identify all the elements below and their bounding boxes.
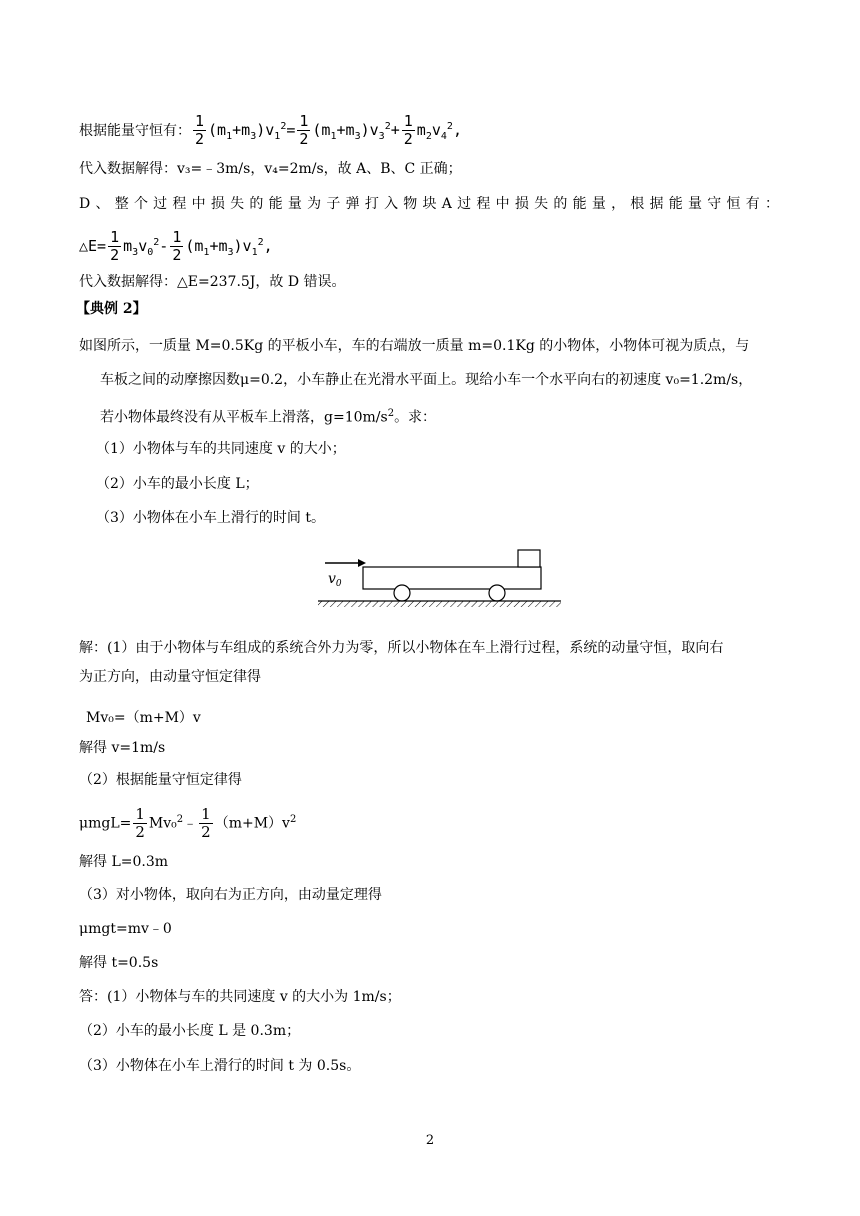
cart-body: [363, 567, 541, 589]
answer-1: 答：(1）小物体与车的共同速度 v 的大小为 1m/s；: [79, 989, 401, 1005]
velocity-label: $v_0$: [328, 571, 342, 589]
page-number: 2: [425, 1133, 435, 1148]
d-option-line: D、整个过程中损失的能量为子弹打入物块A过程中损失的能量，根据能量守恒有：: [79, 196, 779, 212]
fraction-half: $\frac{1}{2}$: [299, 112, 309, 148]
wheel-left: [394, 585, 410, 601]
fraction-half: $\frac{1}{2}$: [172, 228, 182, 264]
cart-figure: [316, 543, 566, 615]
solve-line-2: 代入数据解得：△E=237.5J，故 D 错误。: [79, 274, 346, 290]
fraction-half: $\frac{1}{2}$: [403, 112, 413, 148]
fraction-half: $\frac{1}{2}$: [195, 112, 205, 148]
result-L: 解得 L=0.3m: [79, 854, 169, 870]
question-1: （1）小物体与车的共同速度 v 的大小；: [96, 441, 346, 457]
energy-equation-line: [79, 114, 462, 147]
fraction-half: $\frac{1}{2}$: [110, 228, 120, 264]
solution-2a: （2）根据能量守恒定律得: [79, 772, 242, 788]
problem-line-2: 车板之间的动摩擦因数μ=0.2，小车静止在光滑水平面上。现给小车一个水平向右的初速度 v₀=1.2m/s，: [100, 372, 753, 388]
solution-3a: （3）对小物体，取向右为正方向，由动量定理得: [79, 887, 382, 903]
energy-law-equation: μmgL= $\frac{1}{2}$ Mv₀$^2$﹣ $\frac{1}{2}$ $(m+M)v^2$: [79, 805, 297, 841]
question-3: （3）小物体在小车上滑行的时间 t。: [96, 510, 325, 526]
energy-intro-text: 根据能量守恒有：: [79, 123, 191, 139]
example-title: 【典例 2】: [76, 301, 147, 317]
impulse-equation: μmgt=mv﹣0: [79, 921, 172, 937]
problem-line-3: 若小物体最终没有从平板车上滑落，$g=10m/s^2$。求：: [100, 408, 437, 426]
result-t: 解得 t=0.5s: [79, 955, 159, 971]
answer-2: （2）小车的最小长度 L 是 0.3m；: [79, 1023, 301, 1039]
solution-1a: 解：(1）由于小物体与车组成的系统合外力为零，所以小物体在车上滑行过程，系统的动量守恒，取向右: [79, 640, 724, 656]
fraction-half: $\frac{1}{2}$: [135, 805, 145, 841]
momentum-equation: Mv₀=（m+M）v: [86, 710, 201, 726]
ground-hatch: [318, 601, 561, 607]
question-2: （2）小车的最小长度 L；: [96, 476, 259, 492]
velocity-arrow-icon: [325, 559, 366, 567]
fraction-half: $\frac{1}{2}$: [201, 805, 211, 841]
energy-equation: $\frac{1}{2}$ $(m_1+m_3)v_1^2=$ $\frac{1}{2}$ $(m_1+m_3)v_3^2+$ $\frac{1}{2}$ $m_2v_4^2$,: [195, 112, 462, 148]
solve-line-1: 代入数据解得：v₃=﹣3m/s，v₄=2m/s，故 A、B、C 正确；: [79, 161, 462, 177]
solution-1b: 为正方向，由动量守恒定律得: [79, 669, 261, 685]
result-v: 解得 v=1m/s: [79, 740, 166, 756]
wheel-right: [489, 585, 505, 601]
small-block: [518, 550, 540, 567]
answer-3: （3）小物体在小车上滑行的时间 t 为 0.5s。: [79, 1058, 361, 1074]
problem-line-1: 如图所示，一质量 M=0.5Kg 的平板小车，车的右端放一质量 m=0.1Kg 的小物体，小物体可视为质点，与: [79, 338, 750, 354]
delta-energy-equation: △E= $\frac{1}{2}$ $m_3v_0^2-$ $\frac{1}{2}$ $(m_1+m_3)v_1^2$,: [79, 228, 273, 264]
